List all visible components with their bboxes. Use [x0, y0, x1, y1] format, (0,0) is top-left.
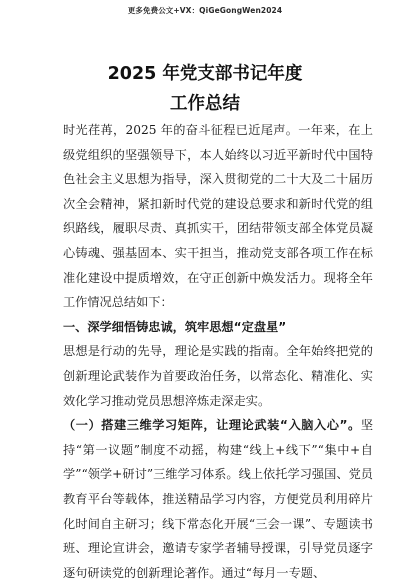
subsection1-paragraph: [63, 413, 373, 585]
section1-heading: 一、深学细悟铸忠诚，筑牢思想“定盘星”: [63, 319, 287, 334]
section1-paragraph: 思想是行动的先导，理论是实践的指南。全年始终把党的创新理论武装作为首要政治任务，以常态化、精准化、实效化学习推动党员思想淬炼走深走实。: [63, 344, 373, 408]
document-title-line1: 2025 年党支部书记年度: [107, 64, 303, 84]
header-watermark-text: 更多免费公文+VX：QiGeGongWen2024: [127, 6, 283, 15]
subsection1-body: 坚持“第一议题”制度不动摇，构建“线上+线下”“集中+自学”“领学+研讨”三维学习体系。线上依托学习强国、党员教育平台等载体，推送精品学习内容，方便党员利用碎片化时间自主研习；线下常态化开展“三会一课”、专题读书班、理论宣讲会，邀请专家学者辅导授课，引导党员逐字逐句研读党的创新理论著作。通过“每月一专题、: [63, 418, 373, 580]
document-body: [63, 118, 373, 585]
subsection1-lead: （一）搭建三维学习矩阵，让理论武装“入脑入心”。: [63, 418, 361, 433]
document-title-line2: 工作总结: [170, 94, 240, 114]
intro-paragraph: 时光荏苒，2025 年的奋斗征程已近尾声。一年来，在上级党组织的坚强领导下，本人始终以习近平新时代中国特色社会主义思想为指导，深入贯彻党的二十大及二十届历次全会精神，紧扣新时代党的建设总要求和新时代党的组织路线，履职尽责、真抓实干，团结带领支部全体党员凝心铸魂、强基固本、实干担当，推动党支部各项工作在标准化建设中提质增效，在守正创新中焕发活力。现将全年工作情况总结如下：: [63, 123, 373, 310]
